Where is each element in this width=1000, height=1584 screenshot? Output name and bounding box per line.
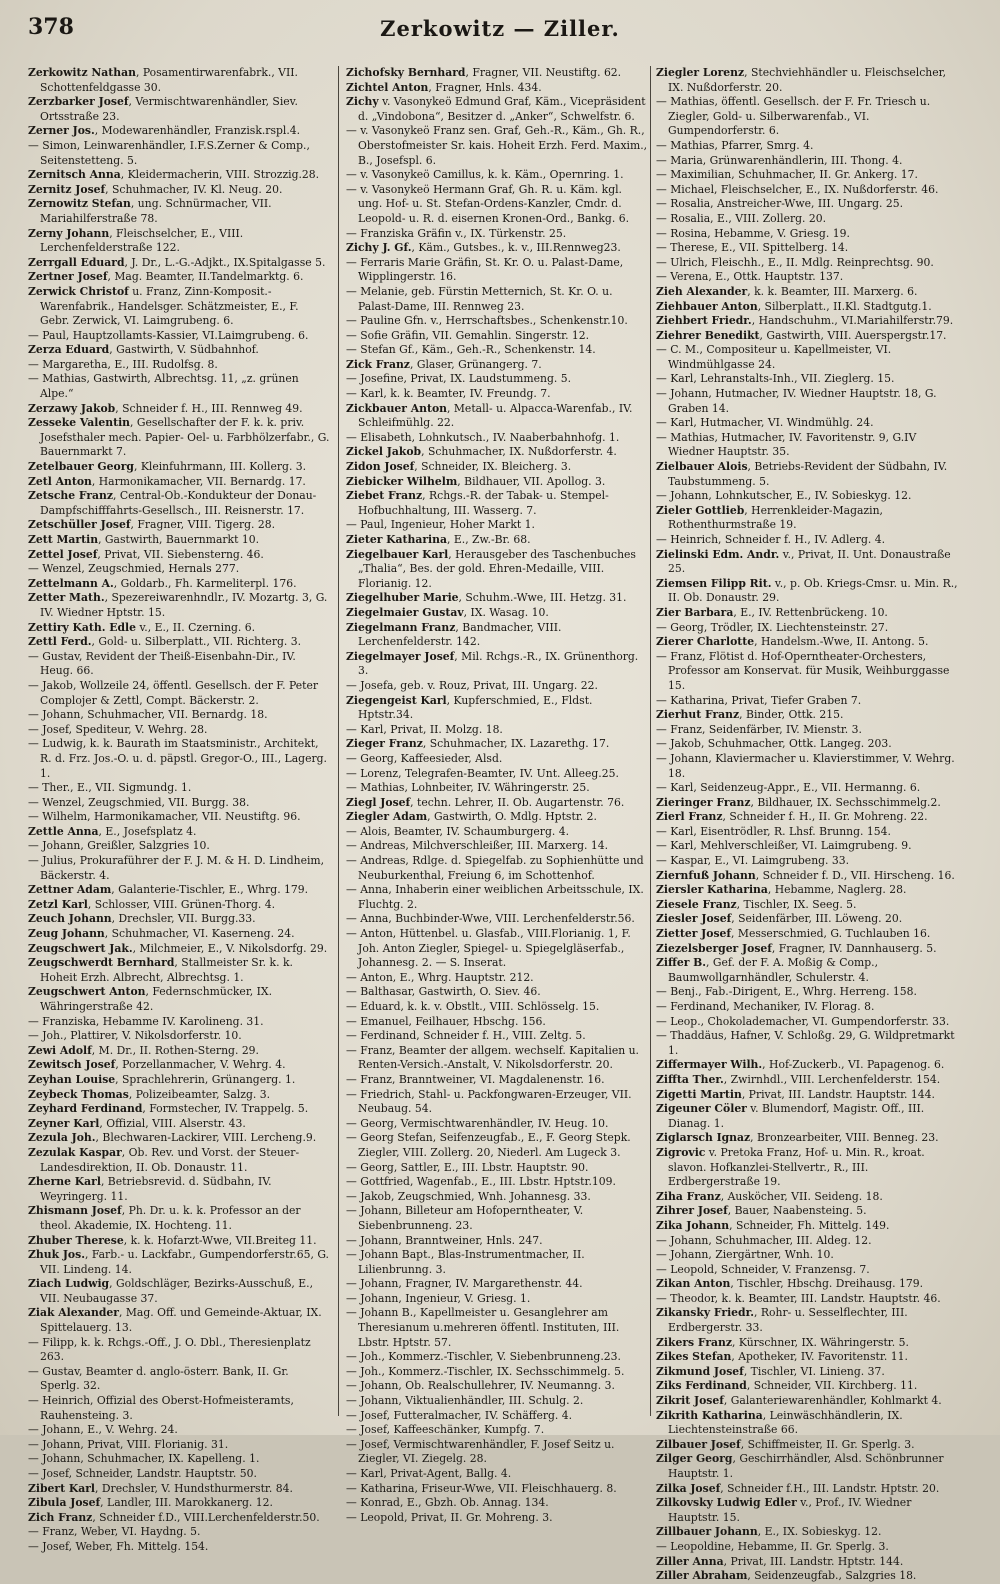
directory-entry: — Friedrich, Stahl- u. Packfongwaren-Erzeuger, VII. Neubaug. 54.	[346, 1087, 632, 1116]
directory-entry: Zikers Franz, Kürschner, IX. Währingerstr. 5.	[656, 1335, 909, 1349]
directory-entry: Ziehrer Benedikt, Gastwirth, VIII. Auerspergstr.17.	[656, 328, 947, 342]
directory-entry: Zielinski Edm. Andr. v., Privat, II. Unt. Donaustraße 25.	[656, 547, 951, 576]
directory-entry: Zezula Joh., Blechwaren-Lackirer, VIII. Lercheng.9.	[28, 1131, 317, 1145]
column-3	[656, 66, 958, 1583]
directory-entry: — Johann, Ingenieur, V. Griesg. 1.	[346, 1291, 531, 1305]
directory-entry: — Mathias, Pfarrer, Smrg. 4.	[656, 138, 814, 152]
directory-entry: — Leopold, Schneider, V. Franzensg. 7.	[656, 1262, 870, 1276]
directory-entry: Zichofsky Bernhard, Fragner, VII. Neustiftg. 62.	[346, 66, 622, 79]
directory-entry: Zilkovsky Ludwig Edler v., Prof., IV. Wiedner Hauptstr. 15.	[656, 1496, 912, 1524]
directory-entry: Zerza Eduard, Gastwirth, V. Südbahnhof.	[28, 343, 259, 357]
directory-entry: — Eduard, k. k. v. Obstlt., VIII. Schlösselg. 15.	[346, 1000, 600, 1013]
directory-entry: — Josef, Kaffeeschänker, Kumpfg. 7.	[346, 1423, 545, 1437]
directory-entry: — Karl, Privat-Agent, Ballg. 4.	[346, 1467, 512, 1480]
directory-entry: Ziglarsch Ignaz, Bronzearbeiter, VIII. Benneg. 23.	[656, 1131, 939, 1145]
directory-entry: Zeuch Johann, Drechsler, VII. Burgg.33.	[28, 912, 256, 926]
directory-entry: Zier Barbara, E., IV. Rettenbrückeng. 10.	[656, 605, 888, 619]
directory-entry: — Joh., Kommerz.-Tischler, IX. Sechsschimmelg. 5.	[346, 1364, 625, 1378]
directory-entry: Ziegl Josef, techn. Lehrer, II. Ob. Augartenstr. 76.	[346, 795, 625, 809]
directory-entry: — Wenzel, Zeugschmied, VII. Burgg. 38.	[28, 795, 250, 809]
directory-entry: — Johann, Hutmacher, IV. Wiedner Hauptstr. 18, G. Graben 14.	[656, 387, 937, 415]
directory-entry: — Heinrich, Offizial des Oberst-Hofmeisteramts, Rauhensteing. 3.	[28, 1394, 294, 1422]
directory-entry: Zieringer Franz, Bildhauer, IX. Sechsschimmelg.2.	[656, 795, 941, 809]
directory-entry: Zetsche Franz, Central-Ob.-Kondukteur der Donau-Dampfschifffahrts-Gesellsch., III. Reisnerstr. 17.	[28, 489, 317, 517]
directory-entry: Zilka Josef, Schneider f.H., III. Landstr. Hptstr. 20.	[656, 1481, 940, 1495]
directory-entry: — Rosalia, E., VIII. Zollerg. 20.	[656, 211, 827, 225]
directory-entry: — Karl, Seidenzeug-Appr., E., VII. Hermanng. 6.	[656, 781, 921, 795]
directory-entry: Zieter Katharina, E., Zw.-Br. 68.	[346, 533, 531, 546]
directory-entry: Zettiry Kath. Edle v., E., II. Czerning. 6.	[28, 620, 256, 634]
directory-entry: — Franz, Flötist d. Hof-Operntheater-Orchesters, Professor am Konservat. für Musik, Weihburggasse 15.	[656, 649, 950, 692]
directory-entry: — Margaretha, E., III. Rudolfsg. 8.	[28, 357, 218, 371]
directory-entry: — Leop., Chokolademacher, VI. Gumpendorferstr. 33.	[656, 1014, 950, 1028]
directory-entry: Zesseke Valentin, Gesellschafter der F. k. k. priv. Josefsthaler mech. Papier- Oel- u. Farbhölzerfabr., G. Bauernmarkt 7.	[28, 416, 330, 459]
directory-entry: — Joh., Plattirer, V. Nikolsdorferstr. 10.	[28, 1029, 242, 1043]
directory-entry: Zilger Georg, Geschirrhändler, Alsd. Schönbrunner Hauptstr. 1.	[656, 1452, 944, 1480]
directory-entry: — Franziska, Hebamme IV. Karolineng. 31.	[28, 1014, 264, 1028]
directory-entry: — Leopold, Privat, II. Gr. Mohreng. 3.	[346, 1510, 553, 1524]
directory-entry: Zeybeck Thomas, Polizeibeamter, Salzg. 3.	[28, 1087, 271, 1101]
directory-entry: — Anna, Buchbinder-Wwe, VIII. Lerchenfelderstr.56.	[346, 912, 635, 926]
directory-entry: Ziks Ferdinand, Schneider, VII. Kirchberg. 11.	[656, 1379, 918, 1393]
directory-entry: Ziesler Josef, Seidenfärber, III. Löweng. 20.	[656, 912, 903, 926]
directory-entry: Zichy v. Vasonykeö Edmund Graf, Käm., Vicepräsident d. „Vindobona“, Besitzer d. „Anker“, Schwelfstr. 6.	[346, 95, 646, 123]
directory-entry: — Johann, Schuhmacher, VII. Bernardg. 18.	[28, 708, 268, 722]
directory-entry: — Leopoldine, Hebamme, II. Gr. Sperlg. 3.	[656, 1539, 889, 1553]
directory-entry: Ziegengeist Karl, Kupferschmied, E., Fldst. Hptstr.34.	[346, 693, 593, 722]
directory-entry: — Johann B., Kapellmeister u. Gesanglehrer am Theresianum u.mehreren öffentl. Instituten, III. Lbstr. Hptstr. 57.	[346, 1306, 620, 1349]
directory-entry: — Gustav, Beamter d. anglo-österr. Bank, II. Gr. Sperlg. 32.	[28, 1364, 289, 1393]
directory-entry: Zhuber Therese, k. k. Hofarzt-Wwe, VII.Breiteg 11.	[28, 1233, 317, 1247]
directory-entry: Zietter Josef, Messerschmied, G. Tuchlauben 16.	[656, 927, 931, 941]
directory-entry: — Georg, Kaffeesieder, Alsd.	[346, 751, 503, 765]
directory-entry: — Ulrich, Fleischh., E., II. Mdlg. Reinprechtsg. 90.	[656, 255, 934, 269]
directory-entry: Zieh Alexander, k. k. Beamter, III. Marxerg. 6.	[656, 284, 918, 298]
directory-entry: Zerzawy Jakob, Schneider f. H., III. Rennweg 49.	[28, 401, 303, 415]
directory-entry: Zeugschwert Anton, Federnschmücker, IX. Währingerstraße 42.	[28, 985, 273, 1013]
directory-entry: Zhismann Josef, Ph. Dr. u. k. k. Professor an der theol. Akademie, IX. Hochteng. 11.	[28, 1204, 301, 1232]
directory-entry: Ziller Anna, Privat, III. Landstr. Hptstr. 144.	[656, 1554, 904, 1568]
directory-entry: Zigeuner Cöler v. Blumendorf, Magistr. Off., III. Dianag. 1.	[656, 1102, 925, 1130]
directory-entry: — Melanie, geb. Fürstin Metternich, St. Kr. O. u. Palast-Dame, III. Rennweg 23.	[346, 284, 613, 313]
directory-entry: — Mathias, öffentl. Gesellsch. der F. Fr. Triesch u. Ziegler, Gold- u. Silberwarenfab., VI. Gumpendorferstr. 6.	[656, 95, 931, 138]
directory-entry: — Pauline Gfn. v., Herrschaftsbes., Schenkenstr.10.	[346, 314, 628, 328]
directory-entry: Zertner Josef, Mag. Beamter, II.Tandelmarktg. 6.	[28, 270, 304, 284]
directory-entry: Zierl Franz, Schneider f. H., II. Gr. Mohreng. 22.	[656, 810, 928, 824]
page-header	[28, 14, 972, 48]
directory-entry: — Josefa, geb. v. Rouz, Privat, III. Ungarg. 22.	[346, 678, 598, 692]
directory-entry: Zett Martin, Gastwirth, Bauernmarkt 10.	[28, 533, 260, 546]
directory-entry: — Rosina, Hebamme, V. Griesg. 19.	[656, 226, 850, 240]
directory-entry: Ziegelbauer Karl, Herausgeber des Taschenbuches „Thalia“, Bes. der gold. Ehren-Medaille, VIII. Florianig. 12.	[346, 547, 636, 590]
directory-entry: — Karl, Eisentrödler, R. Lhsf. Brunng. 154.	[656, 824, 891, 838]
directory-entry: — Therese, E., VII. Spittelberg. 14.	[656, 241, 849, 255]
directory-entry: Ziersler Katharina, Hebamme, Naglerg. 28.	[656, 883, 907, 897]
directory-entry: Zetl Anton, Harmonikamacher, VII. Bernardg. 17.	[28, 474, 306, 488]
directory-entry: Zeug Johann, Schuhmacher, VI. Kaserneng. 24.	[28, 927, 295, 941]
directory-entry: Zernitz Josef, Schuhmacher, IV. Kl. Neug. 20.	[28, 182, 283, 196]
directory-entry: — Wenzel, Zeugschmied, Hernals 277.	[28, 562, 240, 576]
directory-entry: Zikrith Katharina, Leinwäschhändlerin, IX. Liechtensteinstraße 66.	[656, 1408, 903, 1437]
directory-entry: — Gottfried, Wagenfab., E., III. Lbstr. Hptstr.109.	[346, 1175, 616, 1189]
directory-entry: — Josefine, Privat, IX. Laudstummeng. 5.	[346, 372, 572, 386]
directory-entry: Zikrit Josef, Galanteriewarenhändler, Kohlmarkt 4.	[656, 1394, 942, 1408]
directory-entry: — Mathias, Gastwirth, Albrechtsg. 11, „z. grünen Alpe.“	[28, 372, 299, 401]
directory-entry: Ziesele Franz, Tischler, IX. Seeg. 5.	[656, 897, 857, 911]
directory-entry: — v. Vasonykeö Hermann Graf, Gh. R. u. Käm. kgl. ung. Hof- u. St. Stefan-Ordens-Kanzler, Cmdr. d. Leopold- u. R. d. eisernen Kronen-Ord., Bankg. 6.	[346, 182, 630, 225]
directory-entry: Ziebet Franz, Rchgs.-R. der Tabak- u. Stempel-Hofbuchhaltung, III. Wasserg. 7.	[346, 489, 609, 517]
directory-entry: Zeugschwerdt Bernhard, Stallmeister Sr. k. k. Hoheit Erzh. Albrecht, Albrechtsg. 1.	[28, 956, 293, 984]
directory-entry: Ziegelmaier Gustav, IX. Wasag. 10.	[346, 605, 549, 619]
running-head: Zerkowitz — Ziller.	[380, 16, 620, 41]
directory-entry: — Ferdinand, Schneider f. H., VIII. Zeltg. 5.	[346, 1029, 586, 1043]
directory-entry: Zickbauer Anton, Metall- u. Alpacca-Warenfab., IV. Schleifmühlg. 22.	[346, 401, 633, 430]
directory-entry: Zibula Josef, Landler, III. Marokkanerg. 12.	[28, 1496, 273, 1510]
directory-entry: — Katharina, Privat, Tiefer Graben 7.	[656, 693, 862, 707]
directory-entry: — Jakob, Zeugschmied, Wnh. Johannesg. 33.	[346, 1189, 591, 1203]
directory-entry: — Josef, Spediteur, V. Wehrg. 28.	[28, 722, 208, 736]
directory-entry: — Benj., Fab.-Dirigent, E., Whrg. Herreng. 158.	[656, 985, 917, 999]
directory-entry: Zerkowitz Nathan, Posamentirwarenfabrk., VII. Schottenfeldgasse 30.	[28, 66, 298, 94]
directory-entry: — Josef, Futteralmacher, IV. Schäfferg. 4.	[346, 1408, 573, 1422]
directory-entry: Zilbauer Josef, Schiffmeister, II. Gr. Sperlg. 3.	[656, 1437, 915, 1451]
directory-entry: Zettel Josef, Privat, VII. Siebensterng. 46.	[28, 547, 264, 561]
directory-entry: Zeyhan Louise, Sprachlehrerin, Grünangerg. 1.	[28, 1072, 296, 1086]
directory-entry: — Anton, E., Whrg. Hauptstr. 212.	[346, 970, 534, 984]
directory-entry: — Johann Bapt., Blas-Instrumentmacher, II. Lilienbrunng. 3.	[346, 1248, 585, 1276]
directory-entry: — Verena, E., Ottk. Hauptstr. 137.	[656, 270, 844, 284]
directory-entry: Zetter Math., Spezereiwarenhndlr., IV. Mozartg. 3, G. IV. Wiedner Hptstr. 15.	[28, 591, 328, 619]
directory-entry: — Maximilian, Schuhmacher, II. Gr. Ankerg. 17.	[656, 168, 918, 182]
directory-entry: — v. Vasonykeö Franz sen. Graf, Geh.-R., Käm., Gh. R., Oberstofmeister Sr. kais. Hoheit Erzh. Ferd. Maxim., B., Josefspl. 6.	[346, 124, 648, 167]
directory-entry: — Johann, Viktualienhändler, III. Schulg. 2.	[346, 1394, 584, 1408]
directory-entry: — Franz, Seidenfärber, IV. Mienstr. 3.	[656, 722, 862, 736]
directory-entry: — Anton, Hüttenbel. u. Glasfab., VIII.Florianig. 1, F. Joh. Anton Ziegler, Spiegel- u. Spiegelgläserfab., Johannesg. 2. — S. Inserat.	[346, 927, 631, 970]
directory-entry: — Emanuel, Feilhauer, Hbschg. 156.	[346, 1014, 546, 1028]
directory-entry: Zihrer Josef, Bauer, Naabensteing. 5.	[656, 1204, 867, 1218]
directory-entry: — Ludwig, k. k. Baurath im Staatsministr., Architekt, R. d. Frz. Jos.-O. u. d. päpstl. Gregor-O., III., Lagerg. 1.	[28, 737, 327, 780]
directory-entry: — Johann, Branntweiner, Hnls. 247.	[346, 1233, 543, 1247]
directory-entry: Zerner Jos., Modewarenhändler, Franzisk.rspl.4.	[28, 124, 301, 138]
directory-entry: Zerzbarker Josef, Vermischtwarenhändler, Siev. Ortsstraße 23.	[28, 95, 298, 123]
directory-entry: — Georg, Vermischtwarenhändler, IV. Heug. 10.	[346, 1116, 609, 1130]
directory-entry: — Mathias, Hutmacher, IV. Favoritenstr. 9, G.IV Wiedner Hauptstr. 35.	[656, 430, 917, 459]
directory-entry: Ziha Franz, Ausköcher, VII. Seideng. 18.	[656, 1189, 883, 1203]
directory-entry: — Sofie Gräfin, VII. Gemahlin. Singerstr. 12.	[346, 328, 590, 342]
directory-entry: Zhuk Jos., Farb.- u. Lackfabr., Gumpendorferstr.65, G. VII. Lindeng. 14.	[28, 1248, 329, 1276]
directory-entry: Zettelmann A., Goldarb., Fh. Karmeliterpl. 176.	[28, 576, 297, 590]
directory-entry: Ziehbauer Anton, Silberplatt., II.Kl. Stadtgutg.1.	[656, 299, 932, 313]
directory-entry: Ziegler Lorenz, Stechviehhändler u. Fleischselcher, IX. Nußdorferstr. 20.	[656, 66, 947, 94]
directory-entry: — Franz, Weber, VI. Haydng. 5.	[28, 1525, 201, 1539]
directory-entry: — Rosalia, Anstreicher-Wwe, III. Ungarg. 25.	[656, 197, 904, 211]
directory-entry: — Simon, Leinwarenhändler, I.F.S.Zerner & Comp., Seitenstetteng. 5.	[28, 138, 310, 167]
directory-entry: — Mathias, Lohnbeiter, IV. Währingerstr. 25.	[346, 781, 590, 795]
directory-entry: — Johann, Greißler, Salzgries 10.	[28, 839, 210, 853]
directory-entry: Zikansky Friedr., Rohr- u. Sesselflechter, III. Erdbergerstr. 33.	[656, 1306, 908, 1335]
directory-entry: — Josef, Schneider, Landstr. Hauptstr. 50.	[28, 1467, 257, 1480]
directory-entry: — Johann, Privat, VIII. Florianig. 31.	[28, 1437, 229, 1451]
directory-entry: — Johann, Schuhmacher, IX. Kapelleng. 1.	[28, 1452, 260, 1466]
directory-entry: Zieler Gottlieb, Herrenkleider-Magazin, Rothenthurmstraße 19.	[656, 503, 883, 532]
directory-entry: Zetzl Karl, Schlosser, VIII. Grünen-Thorg. 4.	[28, 897, 276, 911]
directory-entry: Zherne Karl, Betriebsrevid. d. Südbahn, IV. Weyringerg. 11.	[28, 1175, 272, 1203]
directory-entry: — Johann, Billeteur am Hofoperntheater, V. Siebenbrunneng. 23.	[346, 1204, 584, 1232]
directory-entry: Ziegelmann Franz, Bandmacher, VIII. Lerchenfelderstr. 142.	[346, 620, 562, 649]
directory-entry: — Paul, Ingenieur, Hoher Markt 1.	[346, 518, 535, 532]
directory-entry: Ziehbert Friedr., Handschuhm., VI.Mariahilferstr.79.	[656, 314, 954, 328]
directory-entry: — Maria, Grünwarenhändlerin, III. Thong. 4.	[656, 153, 903, 167]
directory-entry: — Konrad, E., Gbzh. Ob. Annag. 134.	[346, 1496, 549, 1510]
directory-entry: — Karl, Lehranstalts-Inh., VII. Zieglerg. 15.	[656, 372, 895, 386]
directory-entry: Zichy J. Gf., Käm., Gutsbes., k. v., III.Rennweg23.	[346, 241, 621, 255]
directory-entry: — Stefan Gf., Käm., Geh.-R., Schenkenstr. 14.	[346, 343, 596, 357]
directory-entry: Ziffermayer Wilh., Hof-Zuckerb., VI. Papagenog. 6.	[656, 1058, 945, 1072]
directory-entry: — Georg, Trödler, IX. Liechtensteinstr. 27.	[656, 620, 889, 634]
directory-entry: — Alois, Beamter, IV. Schaumburgerg. 4.	[346, 824, 570, 838]
directory-entry: Zettle Anna, E., Josefsplatz 4.	[28, 824, 197, 838]
directory-entry: Ziak Alexander, Mag. Off. und Gemeinde-Aktuar, IX. Spittelauerg. 13.	[28, 1306, 322, 1335]
directory-entry: Zeugschwert Jak., Milchmeier, E., V. Nikolsdorfg. 29.	[28, 941, 328, 955]
directory-entry: — Johann, Fragner, IV. Margarethenstr. 44.	[346, 1277, 583, 1291]
directory-entry: Zieger Franz, Schuhmacher, IX. Lazarethg. 17.	[346, 737, 610, 751]
directory-entry: Zeyhard Ferdinand, Formstecher, IV. Trappelg. 5.	[28, 1102, 309, 1116]
directory-entry: Zettl Ferd., Gold- u. Silberplatt., VII. Richterg. 3.	[28, 635, 302, 649]
directory-entry: — Josef, Vermischtwarenhändler, F. Josef Seitz u. Ziegler, VI. Ziegelg. 28.	[346, 1437, 615, 1466]
directory-entry: — Katharina, Friseur-Wwe, VII. Fleischhauerg. 8.	[346, 1481, 617, 1495]
directory-entry: — Jakob, Schuhmacher, Ottk. Langeg. 203.	[656, 737, 892, 751]
directory-entry: — Andreas, Milchverschleißer, III. Marxerg. 14.	[346, 839, 609, 853]
column-1	[28, 66, 330, 1553]
directory-entry: Ziegler Adam, Gastwirth, O. Mdlg. Hptstr. 2.	[346, 810, 597, 824]
directory-entry: — Jakob, Wollzeile 24, öffentl. Gesellsch. der F. Peter Complojer & Zettl, Compt. Bäckerstr. 2.	[28, 678, 319, 707]
directory-entry: Ziller Abraham, Seidenzeugfab., Salzgries 18.	[656, 1569, 917, 1583]
directory-entry: Zigetti Martin, Privat, III. Landstr. Hauptstr. 144.	[656, 1087, 935, 1101]
directory-entry: Zigrovic v. Pretoka Franz, Hof- u. Min. R., kroat. slavon. Hofkanzlei-Stellvertr., R., III. Erdbergerstraße 19.	[656, 1145, 925, 1189]
directory-entry: Zichtel Anton, Fragner, Hnls. 434.	[346, 80, 542, 94]
directory-entry: Zikes Stefan, Apotheker, IV. Favoritenstr. 11.	[656, 1350, 908, 1364]
directory-entry: Ziebicker Wilhelm, Bildhauer, VII. Apollog. 3.	[346, 474, 606, 488]
directory-entry: Ziegelmayer Josef, Mil. Rchgs.-R., IX. Grünenthorg. 3.	[346, 649, 639, 678]
directory-entry: — Karl, Hutmacher, VI. Windmühlg. 24.	[656, 416, 874, 430]
directory-entry: Zetelbauer Georg, Kleinfuhrmann, III. Kollerg. 3.	[28, 460, 307, 474]
directory-entry: — Wilhelm, Harmonikamacher, VII. Neustiftg. 96.	[28, 810, 301, 824]
directory-entry: — Johann, Ob. Realschullehrer, IV. Neumanng. 3.	[346, 1379, 615, 1393]
directory-entry: — Johann, Lohnkutscher, E., IV. Sobieskyg. 12.	[656, 489, 912, 503]
directory-entry: — Karl, Mehlverschleißer, VI. Laimgrubeng. 9.	[656, 839, 912, 853]
directory-entry: Ziernfuß Johann, Schneider f. D., VII. Hirscheng. 16.	[656, 868, 955, 882]
directory-entry: Zerny Johann, Fleischselcher, E., VIII. Lerchenfelderstraße 122.	[28, 226, 244, 255]
directory-entry: Ziffta Ther., Zwirnhdl., VIII. Lerchenfelderstr. 154.	[656, 1072, 941, 1086]
directory-entry: — Ther., E., VII. Sigmundg. 1.	[28, 781, 192, 795]
directory-entry: — Anna, Inhaberin einer weiblichen Arbeitsschule, IX. Fluchtg. 2.	[346, 883, 644, 911]
directory-entry: Ziemsen Filipp Rit. v., p. Ob. Kriegs-Cmsr. u. Min. R., II. Ob. Donaustr. 29.	[656, 576, 958, 605]
directory-entry: — Johann, Klaviermacher u. Klavierstimmer, V. Wehrg. 18.	[656, 751, 955, 780]
directory-entry: — Ferraris Marie Gräfin, St. Kr. O. u. Palast-Dame, Wipplingerstr. 16.	[346, 255, 624, 284]
directory-entry: — Lorenz, Telegrafen-Beamter, IV. Unt. Alleeg.25.	[346, 766, 619, 780]
directory-entry: — Balthasar, Gastwirth, O. Siev. 46.	[346, 985, 541, 999]
directory-entry: — v. Vasonykeö Camillus, k. k. Käm., Opernring. 1.	[346, 168, 624, 182]
directory-entry: — Karl, k. k. Beamter, IV. Freundg. 7.	[346, 387, 551, 401]
directory-entry: — Paul, Hauptzollamts-Kassier, VI.Laimgrubeng. 6.	[28, 328, 309, 342]
directory-entry: Zielbauer Alois, Betriebs-Revident der Südbahn, IV. Taubstummeng. 5.	[656, 460, 948, 488]
directory-entry: — Georg Stefan, Seifenzeugfab., E., F. Georg Stepk. Ziegler, VIII. Zollerg. 20, Niederl. Am Lugeck 3.	[346, 1131, 631, 1159]
directory-entry: — Johann, Ziergärtner, Wnh. 10.	[656, 1248, 834, 1262]
directory-entry: Ziegelhuber Marie, Schuhm.-Wwe, III. Hetzg. 31.	[346, 591, 627, 605]
directory-entry: — Heinrich, Schneider f. H., IV. Adlerg. 4.	[656, 533, 886, 546]
directory-entry: — Andreas, Rdlge. d. Spiegelfab. zu Sophienhütte und Neuburkenthal, Freiung 6, im Schottenhof.	[346, 854, 644, 882]
directory-entry: — Franz, Branntweiner, VI. Magdalenenstr. 16.	[346, 1072, 605, 1086]
directory-entry: Zernitsch Anna, Kleidermacherin, VIII. Strozzig.28.	[28, 168, 320, 182]
directory-entry: Ziezelsberger Josef, Fragner, IV. Dannhauserg. 5.	[656, 941, 937, 955]
directory-entry: Zezulak Kaspar, Ob. Rev. und Vorst. der Steuer-Landesdirektion, II. Ob. Donaustr. 11.	[28, 1145, 300, 1174]
directory-entry: Zernowitz Stefan, ung. Schnürmacher, VII. Mariahilferstraße 78.	[28, 197, 272, 225]
directory-entry: — Franz, Beamter der allgem. wechself. Kapitalien u. Renten-Versich.-Anstalt, V. Nikolsdorferstr. 20.	[346, 1043, 639, 1072]
directory-entry: — Michael, Fleischselcher, E., IX. Nußdorferstr. 46.	[656, 182, 939, 196]
directory-entry: — Kaspar, E., VI. Laimgrubeng. 33.	[656, 854, 850, 868]
directory-entry: — Franziska Gräfin v., IX. Türkenstr. 25.	[346, 226, 567, 240]
directory-entry: Zewitsch Josef, Porzellanmacher, V. Wehrg. 4.	[28, 1058, 286, 1072]
directory-entry: Ziffer B., Gef. der F. A. Moßig & Comp., Baumwollgarnhändler, Schulerstr. 4.	[656, 956, 879, 984]
directory-entry: — Theodor, k. k. Beamter, III. Landstr. Hauptstr. 46.	[656, 1291, 941, 1305]
directory-entry: Zewi Adolf, M. Dr., II. Rothen-Sterng. 29.	[28, 1043, 259, 1057]
directory-entry: Zierhut Franz, Binder, Ottk. 215.	[656, 708, 844, 722]
directory-columns	[28, 66, 978, 1583]
directory-entry: Zidon Josef, Schneider, IX. Bleicherg. 3.	[346, 460, 572, 474]
directory-entry: Zerwick Christof u. Franz, Zinn-Komposit.-Warenfabrik., Handelsger. Schätzmeister, E., F. Gebr. Zerwick, VI. Laimgrubeng. 6.	[28, 284, 299, 328]
directory-entry: Zillbauer Johann, E., IX. Sobieskyg. 12.	[656, 1525, 882, 1539]
directory-entry: — Gustav, Revident der Theiß-Eisenbahn-Dir., IV. Heug. 66.	[28, 649, 296, 678]
directory-entry: — Johann, E., V. Wehrg. 24.	[28, 1423, 178, 1437]
directory-entry: — C. M., Compositeur u. Kapellmeister, VI. Windmühlgasse 24.	[656, 343, 892, 371]
directory-entry: — Elisabeth, Lohnkutsch., IV. Naaberbahnhofg. 1.	[346, 430, 620, 444]
directory-entry: Zetschüller Josef, Fragner, VIII. Tigerg. 28.	[28, 518, 276, 532]
directory-entry: Zich Franz, Schneider f.D., VIII.Lerchenfelderstr.50.	[28, 1510, 320, 1524]
directory-entry: — Julius, Prokuraführer der F. J. M. & H. D. Lindheim, Bäckerstr. 4.	[28, 854, 325, 882]
directory-entry: — Josef, Weber, Fh. Mittelg. 154.	[28, 1539, 209, 1553]
directory-entry: — Georg, Sattler, E., III. Lbstr. Hauptstr. 90.	[346, 1160, 589, 1174]
directory-entry: Zeyner Karl, Offizial, VIII. Alserstr. 43.	[28, 1116, 246, 1130]
directory-entry: Zick Franz, Glaser, Grünangerg. 7.	[346, 357, 542, 371]
directory-entry: Zikan Anton, Tischler, Hbschg. Dreihausg. 179.	[656, 1277, 924, 1291]
directory-entry: — Filipp, k. k. Rchgs.-Off., J. O. Dbl., Theresienplatz 263.	[28, 1335, 311, 1364]
directory-entry: Zikmund Josef, Tischler, VI. Linieng. 37.	[656, 1364, 885, 1378]
directory-entry: — Joh., Kommerz.-Tischler, V. Siebenbrunneng.23.	[346, 1350, 621, 1364]
directory-entry: Zerrgall Eduard, J. Dr., L.-G.-Adjkt., IX.Spitalgasse 5.	[28, 255, 326, 269]
column-2	[346, 66, 648, 1524]
directory-entry: Zierer Charlotte, Handelsm.-Wwe, II. Antong. 5.	[656, 635, 929, 649]
directory-entry: Zika Johann, Schneider, Fh. Mittelg. 149.	[656, 1218, 890, 1232]
directory-entry: — Karl, Privat, II. Molzg. 18.	[346, 722, 503, 736]
directory-entry: Ziach Ludwig, Goldschläger, Bezirks-Ausschuß, E., VII. Neubaugasse 37.	[28, 1277, 314, 1305]
directory-entry: Zickel Jakob, Schuhmacher, IX. Nußdorferstr. 4.	[346, 445, 617, 459]
page-number: 378	[28, 14, 74, 40]
directory-entry: — Thaddäus, Hafner, V. Schloßg. 29, G. Wildpretmarkt 1.	[656, 1029, 955, 1057]
directory-entry: — Ferdinand, Mechaniker, IV. Florag. 8.	[656, 1000, 875, 1013]
directory-entry: — Johann, Schuhmacher, III. Aldeg. 12.	[656, 1233, 872, 1247]
directory-entry: Zettner Adam, Galanterie-Tischler, E., Whrg. 179.	[28, 883, 309, 897]
directory-entry: Zibert Karl, Drechsler, V. Hundsthurmerstr. 84.	[28, 1481, 293, 1495]
